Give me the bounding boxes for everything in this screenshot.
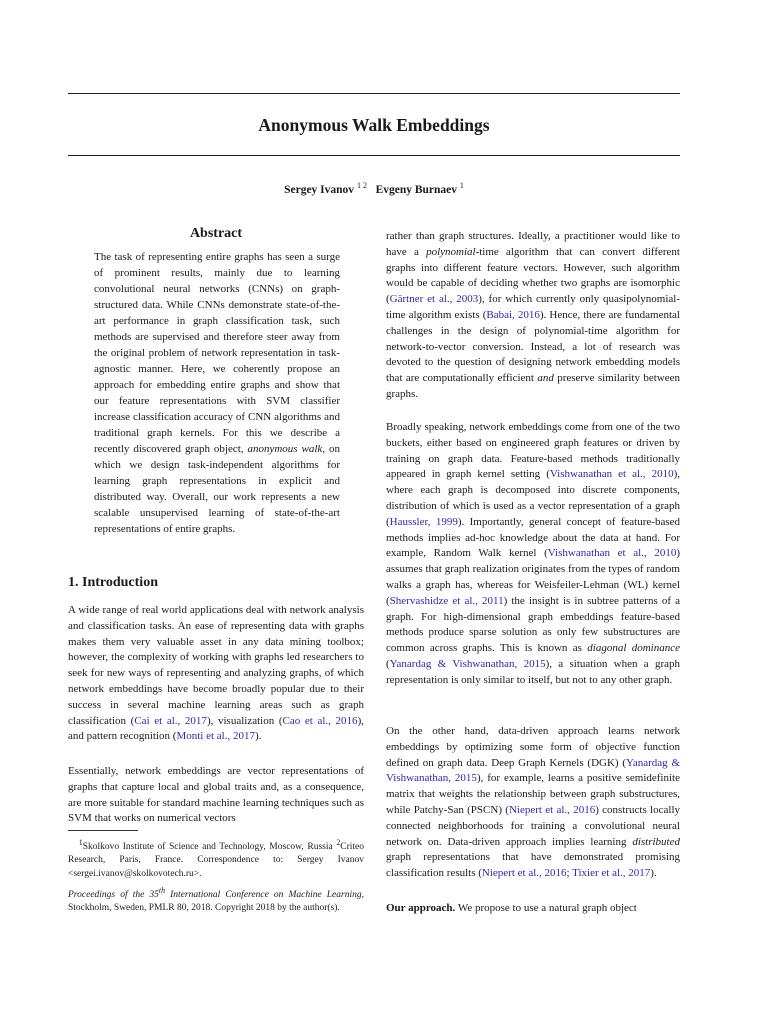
body-emphasis: distributed xyxy=(632,835,680,848)
author-name: Evgeny Burnaev xyxy=(375,183,458,196)
body-text: ) assumes that graph realization originates from the types of random walks a graph has, whereas for Weisfeiler-Lehman (WL) kernel ( xyxy=(386,547,680,607)
body-text: ). xyxy=(650,867,657,880)
footnote-marker: 2 xyxy=(336,838,341,847)
title-rule-bottom xyxy=(68,155,680,156)
body-text: ( xyxy=(386,657,390,670)
citation-link[interactable]: Niepert et al., 2016 xyxy=(481,867,567,880)
body-text: ), where each graph is decomposed into discrete components, distribution of which is used as a vector representation of a graph ( xyxy=(386,468,680,528)
body-text: ). xyxy=(254,730,262,743)
abstract-text: The task of representing entire graphs has seen a surge of prominent results, mainly due to learning convolutional neural networks (CNNs) on graph-structured data. While CNNs demonstrate state-of-the-art performance in graph classification task, such methods are supervised and therefore steer away from the original problem of network representation in task-agnostic manner. Here, we coherently propose an approach for embedding entire graphs and show that our feature representations with SVM classifier increase classification accuracy of CNN algorithms and traditional graph kernels. For this we describe a recently discovered graph object, xyxy=(94,251,340,455)
citation-link[interactable]: Babai, 2016 xyxy=(486,308,540,321)
body-text: ), for which currently only quasipolynomial-time algorithm exists ( xyxy=(386,293,681,321)
intro-paragraph-1 xyxy=(68,603,364,745)
body-text: ), a situation when a graph representation is only similar to itself, but not to any other graph. xyxy=(386,657,681,686)
body-emphasis: polynomial xyxy=(426,245,476,258)
paper-title: Anonymous Walk Embeddings xyxy=(258,115,490,135)
right-paragraph-1 xyxy=(386,229,680,403)
footnote-text: Skolkovo Institute of Science and Technology, Moscow, Russia xyxy=(82,842,337,853)
body-text: ; xyxy=(566,867,573,880)
proceedings-note xyxy=(68,884,364,916)
body-text: ), for example, learns a positive semidefinite matrix that weights the relationship between graph substructures, while Patchy-San (PSCN) ( xyxy=(386,772,680,816)
footnote-text: Criteo Research, Paris, France. Correspondence to: Sergey Ivanov <sergei.ivanov@skolkovotech.ru>. xyxy=(68,842,365,879)
citation-link[interactable]: Cao et al., 2016 xyxy=(282,714,358,727)
citation-link[interactable]: Shervashidze et al., 2011 xyxy=(389,594,504,607)
citation-link[interactable]: Tixier et al., 2017 xyxy=(572,867,651,880)
body-emphasis: and xyxy=(537,372,554,385)
citation-link[interactable]: Monti et al., 2017 xyxy=(176,730,255,743)
body-text: ) the insight is in subtree patterns of a graph. For high-dimensional graph embeddings feature-based methods produce sparse solution as only few substructures are common across graphs. This is known as xyxy=(386,594,681,655)
body-text: ), and pattern recognition ( xyxy=(68,714,364,743)
citation-link[interactable]: Gärtner et al., 2003 xyxy=(389,293,479,306)
right-paragraph-2 xyxy=(386,420,680,689)
body-text: A wide range of real world applications deal with network analysis and classification tasks. An ease of representing data with graphs makes them very valuable asset in any data mining toolbox; however, the complexity of working with graphs led researchers to seek for new ways of representing and analyzing graphs, of which network embeddings have become broadly popular due to their success in several machine learning areas such as graph classification ( xyxy=(68,604,364,727)
footnote-rule xyxy=(68,830,138,831)
paragraph-run-in-heading: Our approach. xyxy=(386,902,456,914)
body-text: ). Hence, there are fundamental challenges in the design of polynomial-time algorithm for network-to-vector conversion. Instead, a lot of research was devoted to the question of designing network embedding models that are computationally efficient xyxy=(386,308,680,385)
affiliation-footnote xyxy=(68,836,364,881)
author-affiliation: 1 xyxy=(459,181,464,190)
citation-link[interactable]: Vishwanathan et al., 2010 xyxy=(549,468,674,481)
body-text: graph representations that have demonstrated promising classification results ( xyxy=(386,851,680,880)
body-text: ), visualization ( xyxy=(206,714,283,727)
body-text: -time algorithm that can convert different graphs into different feature vectors. However, such algorithm would be capable of deciding whether two graphs are isomorphic ( xyxy=(386,245,680,306)
body-text: rather than graph structures. Ideally, a practitioner would like to have a xyxy=(386,230,680,258)
citation-link[interactable]: Haussler, 1999 xyxy=(389,515,458,528)
section-heading-introduction: 1. Introduction xyxy=(68,575,158,590)
author-line xyxy=(68,181,680,196)
body-text: preserve similarity between graphs. xyxy=(386,372,680,400)
citation-link[interactable]: Niepert et al., 2016 xyxy=(508,803,596,816)
body-text: ) constructs locally connected neighborhoods for training a convolutional neural network on. Data-driven approach implies learning xyxy=(386,803,680,848)
footnote-marker: 1 xyxy=(78,838,83,847)
author-affiliation: 1 2 xyxy=(356,181,367,190)
citation-link[interactable]: Cai et al., 2017 xyxy=(134,714,207,727)
citation-link[interactable]: Yanardag & Vishwanathan, 2015 xyxy=(389,657,546,670)
body-text: We propose to use a natural graph object xyxy=(455,902,637,914)
abstract-text: , on which we design task-independent algorithms for learning graph representations in explicit and distributed way. Overall, our work represents a new scalable unsupervised learning of state-of-the-art representations of entire graphs. xyxy=(94,443,340,535)
citation-link[interactable]: Vishwanathan et al., 2010 xyxy=(547,547,677,560)
abstract-emphasis: anonymous walk xyxy=(247,443,323,455)
abstract-heading: Abstract xyxy=(189,226,243,241)
right-paragraph-4 xyxy=(386,901,680,917)
proceedings-ordinal: th xyxy=(158,886,166,895)
citation-link[interactable]: Yanardag & Vishwanathan, 2015 xyxy=(386,756,680,785)
proceedings-venue: Proceedings of the 35 xyxy=(68,890,159,901)
author-name: Sergey Ivanov xyxy=(284,183,355,196)
abstract-body xyxy=(94,249,340,537)
right-paragraph-3 xyxy=(386,724,680,882)
title-rule-top xyxy=(68,93,680,94)
proceedings-venue: International Conference on Machine Learning xyxy=(165,890,362,901)
body-text: Broadly speaking, network embeddings come from one of the two buckets, either based on engineered graph features or driven by training on graph data. Feature-based methods traditionally appeared in graph kernel setting ( xyxy=(386,421,680,481)
proceedings-text: , Stockholm, Sweden, PMLR 80, 2018. Copyright 2018 by the author(s). xyxy=(68,890,364,914)
body-text: ). Importantly, general concept of feature-based methods implies ad-hoc knowledge about the data at hand. For example, Random Walk kernel ( xyxy=(386,515,680,560)
body-text: On the other hand, data-driven approach learns network embeddings by optimizing some form of objective function defined on graph data. Deep Graph Kernels (DGK) ( xyxy=(386,725,680,769)
body-emphasis: diagonal dominance xyxy=(587,642,680,655)
intro-paragraph-2: Essentially, network embeddings are vector representations of graphs that capture local and global traits and, as a consequence, are more suitable for standard machine learning techniques such as SVM that works on numerical vectors xyxy=(68,765,364,825)
